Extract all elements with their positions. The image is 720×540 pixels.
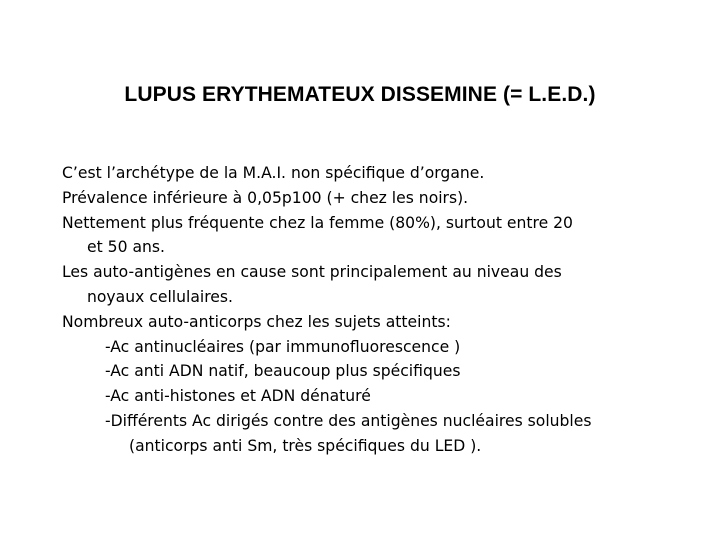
slide-body (62, 161, 662, 459)
body-line-prevalence: Prévalence inférieure à 0,05p100 (+ chez les noirs). (62, 188, 469, 207)
body-line-auto-antigens-continued: noyaux cellulaires. (87, 287, 233, 306)
antibody-item-soluble-antigens: -Différents Ac dirigés contre des antigènes nucléaires solubles (105, 411, 592, 430)
antibody-item-anti-histones: -Ac anti-histones et ADN dénaturé (105, 387, 371, 406)
antibody-item-anti-dna-native: -Ac anti ADN natif, beaucoup plus spécifiques (105, 362, 461, 381)
body-line-auto-antigens: Les auto-antigènes en cause sont principalement au niveau des (62, 263, 562, 282)
slide-title: LUPUS ERYTHEMATEUX DISSEMINE (= L.E.D.) (124, 83, 596, 106)
body-line-frequency-continued: et 50 ans. (87, 238, 165, 257)
body-line-antibodies-intro: Nombreux auto-anticorps chez les sujets atteints: (62, 312, 451, 331)
body-line-frequency: Nettement plus fréquente chez la femme (80%), surtout entre 20 (62, 213, 573, 232)
antibody-item-antinuclear: -Ac antinucléaires (par immunofluorescence ) (105, 337, 461, 356)
antibody-item-soluble-antigens-continued: (anticorps anti Sm, très spécifiques du LED ). (129, 436, 482, 455)
body-line-archetype: C’est l’archétype de la M.A.I. non spécifique d’organe. (62, 164, 485, 182)
